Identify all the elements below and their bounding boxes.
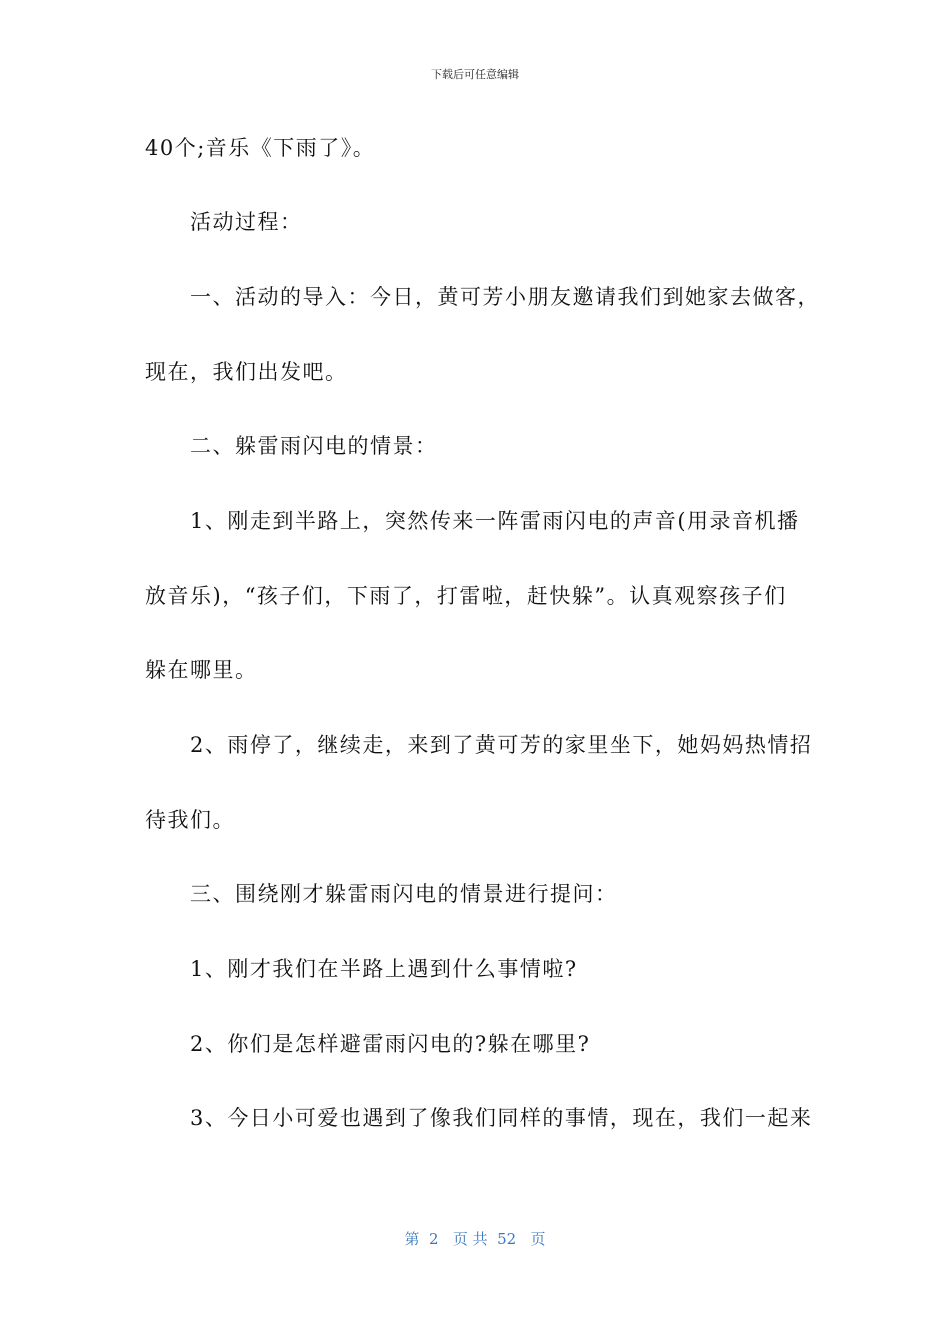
text-line-5: 二、躲雷雨闪电的情景： [190, 434, 438, 458]
text-line-6: 1、刚走到半路上，突然传来一阵雷雨闪电的声音(用录音机播 [190, 509, 800, 533]
page-header: 下载后可任意编辑 [431, 68, 519, 81]
text-line-9: 2、雨停了，继续走，来到了黄可芳的家里坐下，她妈妈热情招 [190, 733, 813, 757]
text-line-3: 一、活动的导入：今日，黄可芳小朋友邀请我们到她家去做客， [190, 285, 820, 309]
text-line-10: 待我们。 [145, 808, 235, 832]
text-line-13: 2、你们是怎样避雷雨闪电的?躲在哪里? [190, 1032, 591, 1056]
text-line-7: 放音乐)，“孩子们，下雨了，打雷啦，赶快躲”。认真观察孩子们 [145, 584, 787, 608]
text-line-1: 40个;音乐《下雨了》。 [145, 136, 376, 160]
text-line-11: 三、围绕刚才躲雷雨闪电的情景进行提问： [190, 882, 618, 906]
text-line-4: 现在，我们出发吧。 [145, 360, 348, 384]
text-line-2: 活动过程： [190, 210, 303, 234]
text-line-8: 躲在哪里。 [145, 658, 258, 682]
text-line-14: 3、今日小可爱也遇到了像我们同样的事情，现在，我们一起来 [190, 1106, 813, 1130]
page-footer: 第 2 页 共 52 页 [404, 1230, 546, 1248]
text-line-12: 1、刚才我们在半路上遇到什么事情啦? [190, 957, 578, 981]
